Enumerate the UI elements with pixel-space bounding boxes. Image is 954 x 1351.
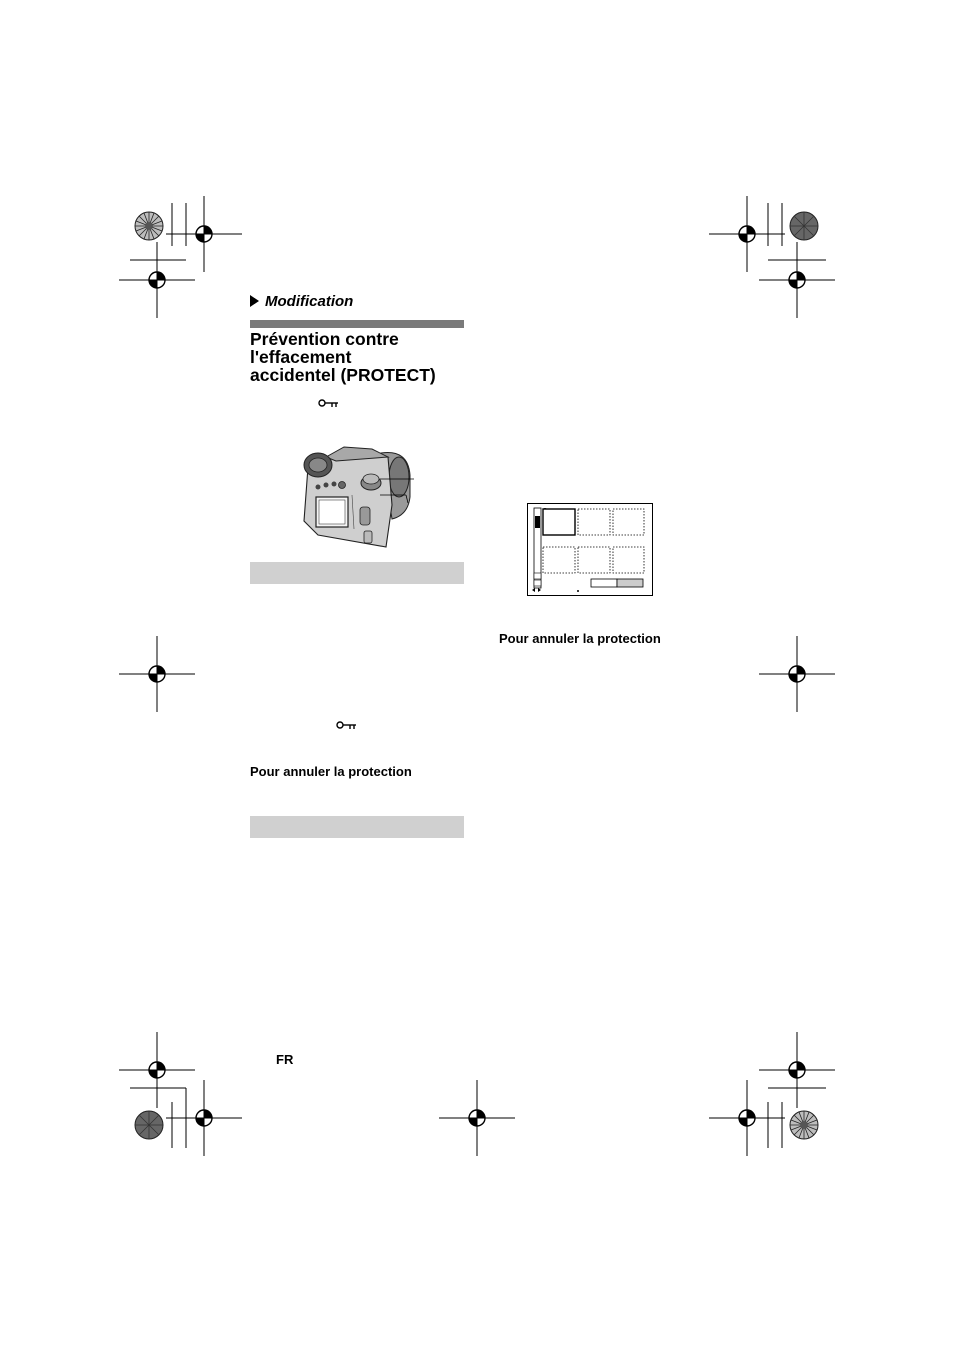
language-code: FR xyxy=(276,1052,294,1067)
title-line-1: Prévention contre xyxy=(250,329,399,349)
title-line-2: l'effacement xyxy=(250,347,352,367)
title-line-3: accidentel (PROTECT) xyxy=(250,365,436,385)
camera-illustration xyxy=(296,435,436,555)
gray-band-1 xyxy=(250,562,464,584)
triangle-bullet-icon xyxy=(250,295,259,307)
cancel-protection-heading-left: Pour annuler la protection xyxy=(250,764,412,779)
page-title xyxy=(250,330,474,384)
gray-band-2 xyxy=(250,816,464,838)
key-protect-icon xyxy=(318,399,340,409)
key-protect-icon xyxy=(336,721,358,731)
title-bar xyxy=(250,320,464,328)
section-label: Modification xyxy=(250,293,353,310)
cancel-protection-heading-right: Pour annuler la protection xyxy=(499,631,661,646)
lcd-index-screen-illustration xyxy=(527,503,653,597)
